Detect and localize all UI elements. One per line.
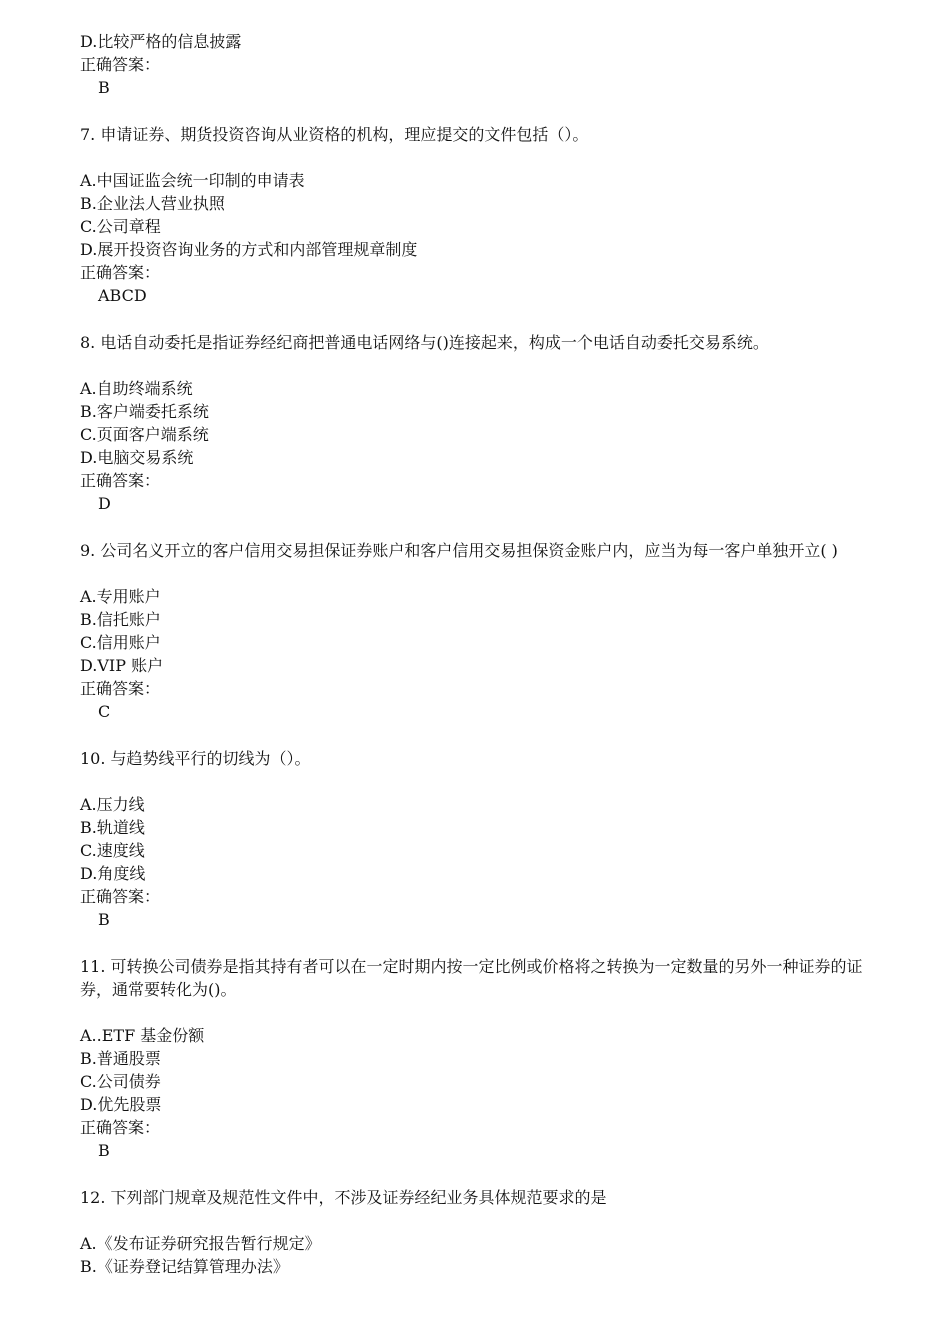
question-text: 11. 可转换公司债券是指其持有者可以在一定时期内按一定比例或价格将之转换为一定数量的另外一种证券的证券，通常要转化为()。 [80, 957, 863, 999]
answer-label: 正确答案： [80, 887, 161, 906]
option-d: D.比较严格的信息披露 [80, 32, 242, 51]
answer-value: B [98, 1141, 110, 1160]
question-text: 10. 与趋势线平行的切线为（）。 [80, 749, 311, 768]
option-b: B.企业法人营业执照 [80, 194, 225, 213]
answer-value: D [98, 494, 111, 513]
option-b: B.轨道线 [80, 818, 145, 837]
question-text: 9. 公司名义开立的客户信用交易担保证券账户和客户信用交易担保资金账户内，应当为每一客户单独开立( ) [80, 541, 838, 560]
answer-label: 正确答案： [80, 55, 161, 74]
question-block-10 [80, 747, 880, 931]
option-b: B.《证券登记结算管理办法》 [80, 1257, 289, 1276]
option-c: C.公司章程 [80, 217, 161, 236]
option-d: D.展开投资咨询业务的方式和内部管理规章制度 [80, 240, 418, 259]
question-block-8 [80, 331, 880, 515]
answer-label: 正确答案： [80, 471, 161, 490]
answer-value: B [98, 910, 110, 929]
question-text: 8. 电话自动委托是指证券经纪商把普通电话网络与()连接起来，构成一个电话自动委托交易系统。 [80, 333, 769, 352]
option-c: C.页面客户端系统 [80, 425, 209, 444]
option-b: B.普通股票 [80, 1049, 161, 1068]
option-a: A..ETF 基金份额 [80, 1026, 205, 1045]
question-text: 12. 下列部门规章及规范性文件中，不涉及证券经纪业务具体规范要求的是 [80, 1188, 607, 1207]
option-c: C.速度线 [80, 841, 145, 860]
document-page [80, 30, 880, 1278]
question-block-9 [80, 539, 880, 723]
option-a: A.中国证监会统一印制的申请表 [80, 171, 305, 190]
question-block-7 [80, 123, 880, 307]
option-a: A.压力线 [80, 795, 145, 814]
option-b: B.信托账户 [80, 610, 161, 629]
answer-value: B [98, 78, 110, 97]
option-d: D.VIP 账户 [80, 656, 164, 675]
option-a: A.专用账户 [80, 587, 161, 606]
option-d: D.电脑交易系统 [80, 448, 194, 467]
answer-label: 正确答案： [80, 679, 161, 698]
question-text: 7. 申请证券、期货投资咨询从业资格的机构，理应提交的文件包括（）。 [80, 125, 589, 144]
answer-value: C [98, 702, 111, 721]
answer-label: 正确答案： [80, 263, 161, 282]
option-b: B.客户端委托系统 [80, 402, 209, 421]
answer-label: 正确答案： [80, 1118, 161, 1137]
question-block-6-tail [80, 30, 880, 99]
option-a: A.自助终端系统 [80, 379, 193, 398]
option-c: C.信用账户 [80, 633, 161, 652]
question-block-11 [80, 955, 880, 1162]
question-block-12 [80, 1186, 880, 1278]
option-d: D.角度线 [80, 864, 146, 883]
option-c: C.公司债券 [80, 1072, 161, 1091]
option-a: A.《发布证券研究报告暂行规定》 [80, 1234, 321, 1253]
answer-value: ABCD [98, 286, 147, 305]
option-d: D.优先股票 [80, 1095, 162, 1114]
